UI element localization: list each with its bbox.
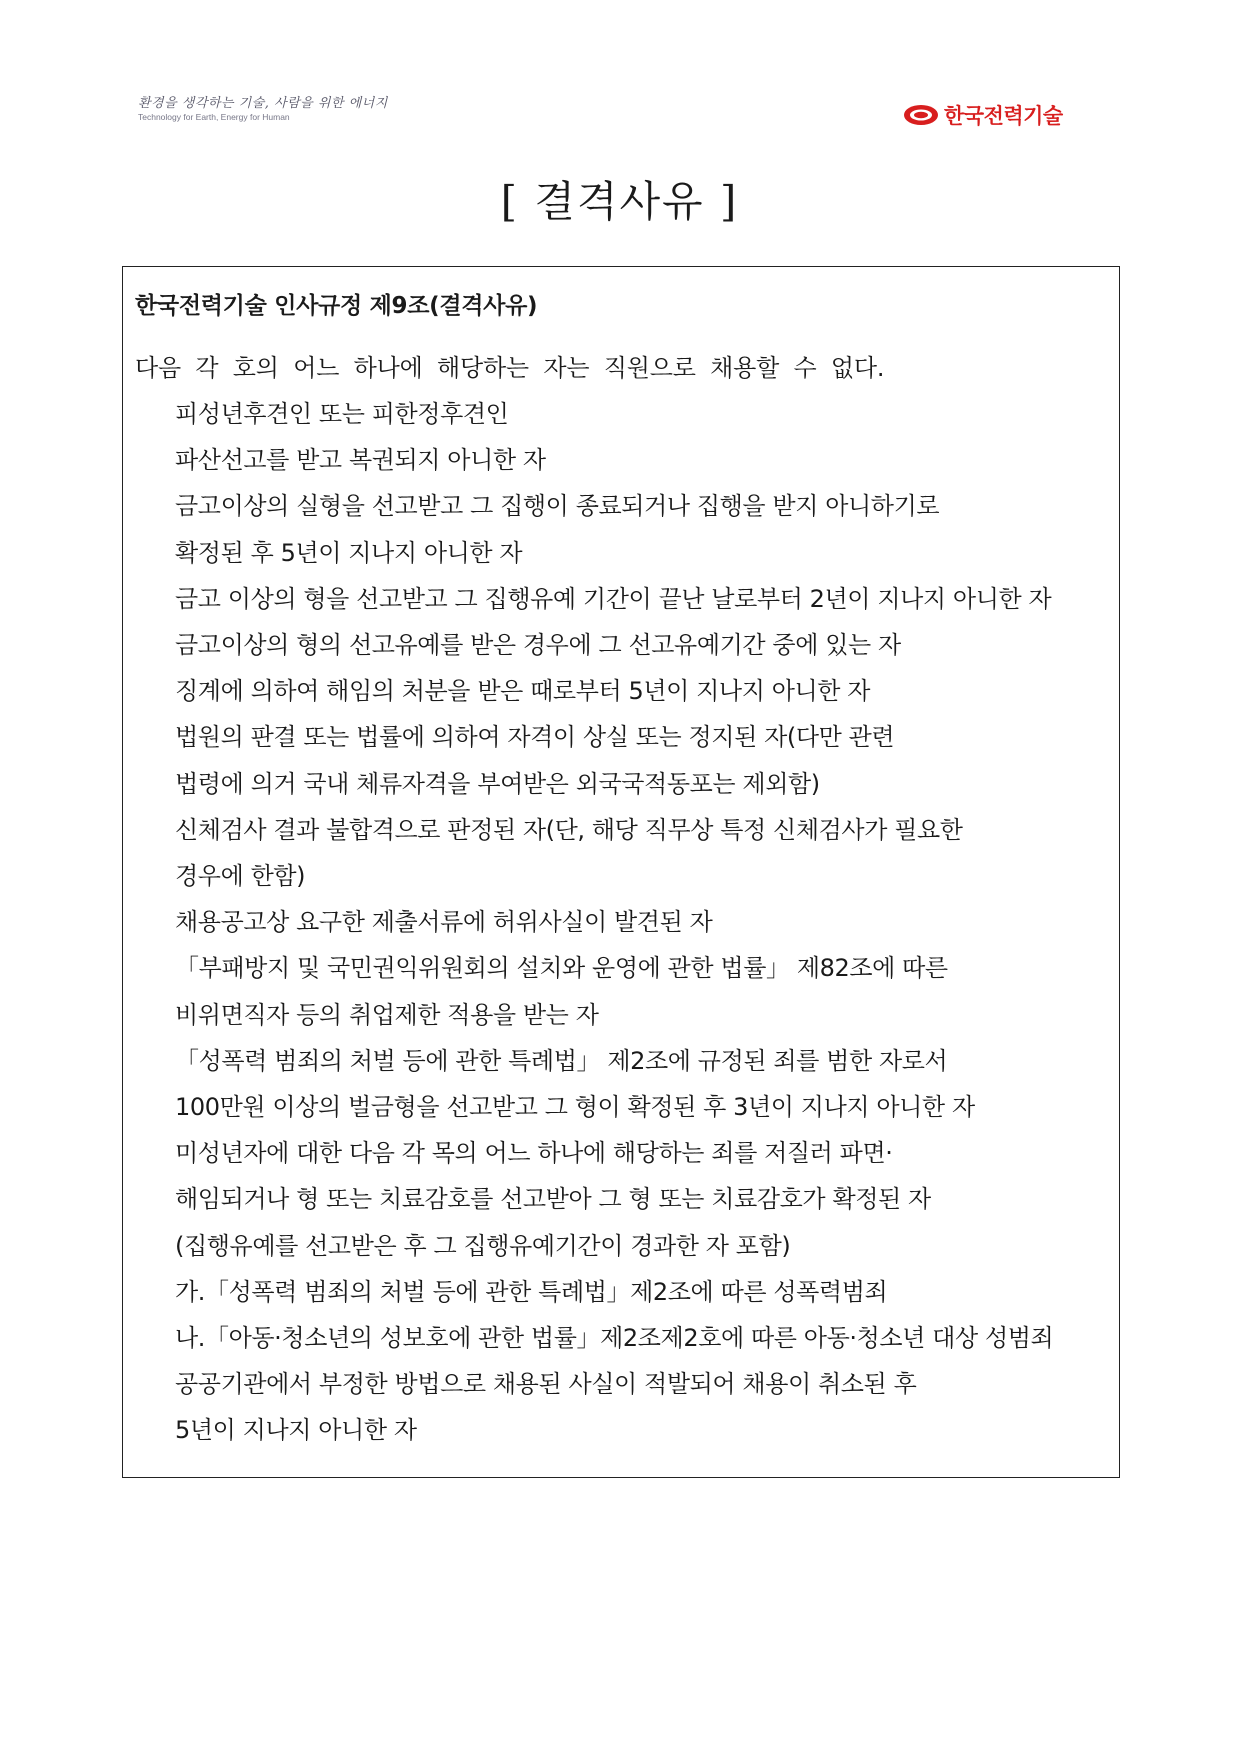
list-item-text: 확정된 후 5년이 지나지 아니한 자 xyxy=(175,538,523,567)
list-item-text: 피성년후견인 또는 피한정후견인 xyxy=(175,400,509,428)
list-item-text: 금고이상의 실형을 선고받고 그 집행이 종료되거나 집행을 받지 아니하기로 xyxy=(175,492,940,521)
company-logo xyxy=(902,100,1063,130)
list-item-text: 해임되거나 형 또는 치료감호를 선고받아 그 형 또는 치료감호가 확정된 자 xyxy=(175,1185,931,1214)
list-item-text: 파산선고를 받고 복권되지 아니한 자 xyxy=(175,446,546,475)
list-item-text: 비위면직자 등의 취업제한 적용을 받는 자 xyxy=(175,1000,599,1029)
list-item-text: 나.「아동·청소년의 성보호에 관한 법률」제2조제2호에 따른 아동·청소년 대상 성범죄 xyxy=(175,1324,1054,1352)
regulation-box xyxy=(122,266,1120,1478)
regulation-heading: 한국전력기술 인사규정 제9조(결격사유) xyxy=(135,293,538,319)
slogan-block xyxy=(138,96,398,123)
list-item-text: 법령에 의거 국내 체류자격을 부여받은 외국국적동포는 제외함) xyxy=(175,769,820,798)
slogan-english: Technology for Earth, Energy for Human xyxy=(138,112,290,122)
list-item-text: 공공기관에서 부정한 방법으로 채용된 사실이 적발되어 채용이 취소된 후 xyxy=(175,1370,917,1399)
list-item-text: 미성년자에 대한 다음 각 목의 어느 하나에 해당하는 죄를 저질러 파면· xyxy=(175,1139,893,1168)
list-item-text: 징계에 의하여 해임의 처분을 받은 때로부터 5년이 지나지 아니한 자 xyxy=(175,677,871,706)
list-item-text: 5년이 지나지 아니한 자 xyxy=(175,1416,417,1445)
page-title: [ 결격사유 ] xyxy=(500,177,739,226)
slogan-korean: 환경을 생각하는 기술, 사람을 위한 에너지 xyxy=(138,96,388,111)
list-item-text: 「부패방지 및 국민권익위원회의 설치와 운영에 관한 법률」 제82조에 따른 xyxy=(175,954,948,983)
list-item-text: 금고이상의 형의 선고유예를 받은 경우에 그 선고유예기간 중에 있는 자 xyxy=(175,631,901,659)
company-logo-text: 한국전력기술 xyxy=(944,104,1063,128)
list-item-text: 금고 이상의 형을 선고받고 그 집행유예 기간이 끝난 날로부터 2년이 지나지 아니한 자 xyxy=(175,584,1052,613)
regulation-intro: 다음 각 호의 어느 하나에 해당하는 자는 직원으로 채용할 수 없다. xyxy=(135,354,885,382)
list-item-text: 신체검사 결과 불합격으로 판정된 자(단, 해당 직무상 특정 신체검사가 필요한 xyxy=(175,815,963,844)
list-item-text: (집행유예를 선고받은 후 그 집행유예기간이 경과한 자 포함) xyxy=(175,1231,791,1260)
list-item-text: 경우에 한함) xyxy=(175,862,306,890)
company-logo-icon xyxy=(902,102,940,128)
list-item-text: 가.「성폭력 범죄의 처벌 등에 관한 특례법」제2조에 따른 성폭력범죄 xyxy=(175,1277,888,1306)
list-item-text: 「성폭력 범죄의 처벌 등에 관한 특례법」 제2조에 규정된 죄를 범한 자로서 xyxy=(175,1046,948,1075)
list-item-text: 채용공고상 요구한 제출서류에 허위사실이 발견된 자 xyxy=(175,908,713,937)
list-item-text: 100만원 이상의 벌금형을 선고받고 그 형이 확정된 후 3년이 지나지 아니한 자 xyxy=(175,1093,975,1121)
list-item-text: 법원의 판결 또는 법률에 의하여 자격이 상실 또는 정지된 자(다만 관련 xyxy=(175,723,895,752)
